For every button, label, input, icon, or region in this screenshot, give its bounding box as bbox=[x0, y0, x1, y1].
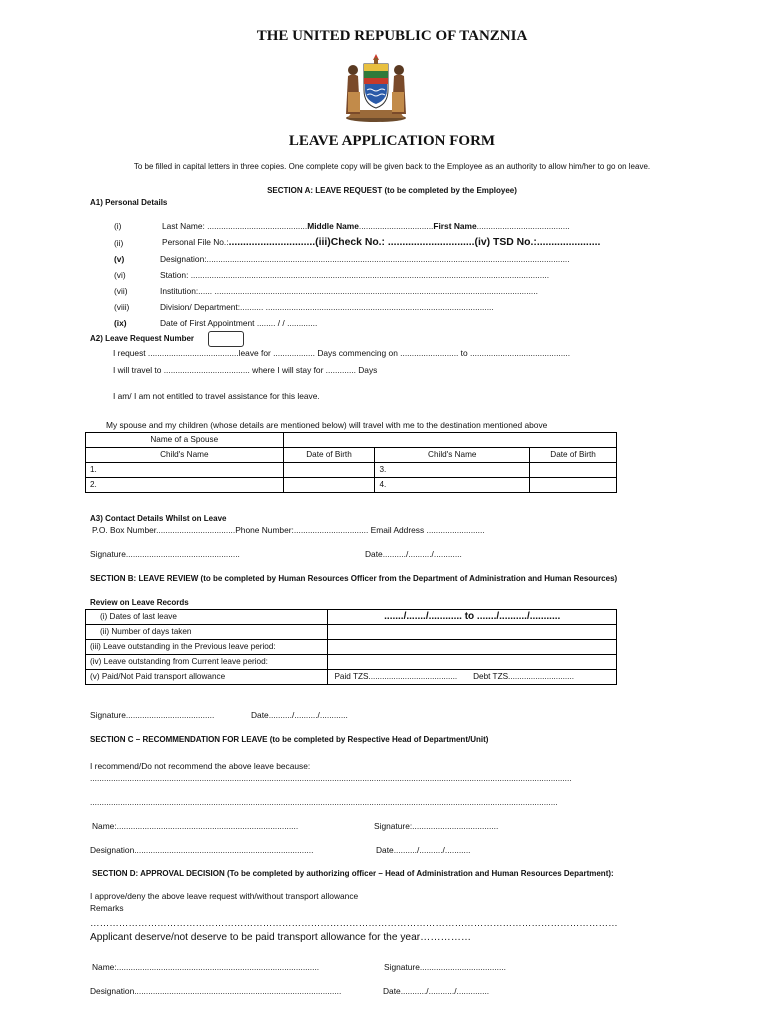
spouse-name-cell[interactable] bbox=[283, 433, 616, 448]
recommend-line: I recommend/Do not recommend the above leave because: bbox=[90, 761, 311, 771]
row-num: (vi) bbox=[114, 270, 126, 280]
entitled-line: I am/ I am not entitled to travel assistance for this leave. bbox=[113, 391, 320, 401]
section-c-title: SECTION C – RECOMMENDATION FOR LEAVE (to be completed by Respective Head of Department/Unit) bbox=[90, 735, 489, 744]
child-dob-cell[interactable] bbox=[530, 463, 617, 478]
last-name-field: Last Name: ........................................... bbox=[162, 221, 308, 231]
employee-signature[interactable]: Signature................................................. bbox=[90, 549, 240, 559]
officer-date[interactable]: Date.........../.........../.............. bbox=[383, 986, 490, 996]
station-field[interactable]: Station: .......................................................................................................................................................... bbox=[160, 270, 550, 280]
child-name-cell[interactable]: 1. bbox=[86, 463, 284, 478]
transport-allowance-cell[interactable] bbox=[328, 670, 617, 685]
middle-name-field: ................................ bbox=[358, 221, 434, 231]
table-row bbox=[86, 625, 617, 640]
file-check-tsd-line[interactable] bbox=[162, 237, 600, 249]
child-name-cell[interactable]: 2. bbox=[86, 478, 284, 493]
approve-line: I approve/deny the above leave request with/without transport allowance bbox=[90, 891, 359, 901]
hr-signature[interactable]: Signature...................................... bbox=[90, 710, 215, 720]
first-name-field: ........................................ bbox=[476, 221, 570, 231]
section-d-title: SECTION D: APPROVAL DECISION (To be completed by authorizing officer – Head of Administration and Human Resources Department): bbox=[92, 869, 614, 878]
child-dob-cell[interactable] bbox=[283, 463, 375, 478]
instructions-text: To be filled in capital letters in three copies. One complete copy will be given back to the Employee as an authority to allow him/her to go on leave. bbox=[133, 162, 651, 171]
country-title: THE UNITED REPUBLIC OF TANZNIA bbox=[256, 28, 528, 44]
row-num: (v) bbox=[114, 254, 125, 264]
designation-field[interactable]: Designation:............................................................................................................................................................ bbox=[160, 254, 570, 264]
table-row bbox=[86, 433, 617, 448]
first-name-label: First Name bbox=[433, 221, 477, 231]
child-dob-cell[interactable] bbox=[283, 478, 375, 493]
spouse-line: My spouse and my children (whose details are mentioned below) will travel with me to the destination mentioned above bbox=[106, 420, 548, 430]
recommend-reason-line-1[interactable]: ............................................................................................................................................................................................................... bbox=[90, 773, 572, 783]
review-label: (iii) Leave outstanding in the Previous leave period: bbox=[86, 640, 328, 655]
head-date[interactable]: Date........../........../........... bbox=[376, 845, 471, 855]
spouse-label: Name of a Spouse bbox=[86, 433, 284, 448]
officer-designation[interactable]: Designation......................................................................................... bbox=[90, 986, 342, 996]
section-b-title: SECTION B: LEAVE REVIEW (to be completed by Human Resources Officer from the Department of Administration and Human Resources) bbox=[90, 574, 618, 583]
employee-date[interactable]: Date........../........../............ bbox=[365, 549, 462, 559]
review-label: (iv) Leave outstanding from Current leave period: bbox=[86, 655, 328, 670]
recommend-reason-line-2[interactable]: ......................................................................................................................................................................................................... bbox=[90, 797, 558, 807]
review-label: (i) Dates of last leave bbox=[86, 610, 328, 625]
table-row bbox=[86, 640, 617, 655]
row-num: (vii) bbox=[114, 286, 128, 296]
name-line[interactable] bbox=[162, 222, 570, 232]
section-a-title: SECTION A: LEAVE REQUEST (to be completed by the Employee) bbox=[267, 186, 517, 195]
last-leave-dates-cell[interactable]: ......./......./............ to ......./........../........... bbox=[328, 610, 617, 625]
remarks-label: Remarks bbox=[90, 903, 124, 913]
table-row bbox=[86, 655, 617, 670]
coat-of-arms-icon bbox=[340, 52, 412, 124]
travel-line[interactable]: I will travel to ..................................... where I will stay for ............. Days bbox=[113, 365, 378, 375]
personal-file-label: Personal File No.: bbox=[162, 237, 229, 247]
hr-date[interactable]: Date........../........../............ bbox=[251, 710, 348, 720]
request-line[interactable]: I request .......................................leave for .................. Days commencing on ......................... to ........................................... bbox=[113, 348, 571, 358]
child-name-cell[interactable]: 3. bbox=[375, 463, 530, 478]
leave-request-number-box[interactable] bbox=[208, 331, 244, 347]
column-header: Child's Name bbox=[86, 448, 284, 463]
first-appointment-field[interactable]: Date of First Appointment ........ / / ............. bbox=[160, 318, 318, 328]
paid-tzs-field: Paid TZS....................................... bbox=[334, 672, 458, 681]
institution-field[interactable]: Institution:...... ........................................................................................................................................... bbox=[160, 286, 538, 296]
check-tsd-fields: ..............................(iii)Check No.: ..............................(iv) TSD No.:...................... bbox=[228, 237, 601, 248]
head-signature[interactable]: Signature:..................................... bbox=[374, 821, 499, 831]
row-num: (ix) bbox=[114, 318, 127, 328]
division-field[interactable]: Division/ Department:.......... .................................................................................................. bbox=[160, 302, 494, 312]
a3-title: A3) Contact Details Whilst on Leave bbox=[90, 514, 227, 523]
head-name[interactable]: Name:.............................................................................. bbox=[92, 821, 299, 831]
child-dob-cell[interactable] bbox=[530, 478, 617, 493]
column-header: Date of Birth bbox=[283, 448, 375, 463]
a1-title: A1) Personal Details bbox=[90, 198, 168, 207]
column-header: Date of Birth bbox=[530, 448, 617, 463]
table-row bbox=[86, 670, 617, 685]
child-name-cell[interactable]: 4. bbox=[375, 478, 530, 493]
row-num: (ii) bbox=[114, 238, 124, 248]
contact-line[interactable]: P.O. Box Number..................................Phone Number:................................ Email Address ......................... bbox=[92, 525, 485, 535]
officer-signature[interactable]: Signature..................................... bbox=[384, 962, 506, 972]
review-title: Review on Leave Records bbox=[90, 598, 189, 607]
a2-title: A2) Leave Request Number bbox=[90, 334, 195, 343]
table-row bbox=[86, 463, 617, 478]
table-row bbox=[86, 478, 617, 493]
form-title: LEAVE APPLICATION FORM bbox=[288, 133, 496, 149]
head-designation[interactable]: Designation............................................................................. bbox=[90, 845, 314, 855]
previous-outstanding-cell[interactable] bbox=[328, 640, 617, 655]
current-outstanding-cell[interactable] bbox=[328, 655, 617, 670]
row-num: (viii) bbox=[114, 302, 130, 312]
table-row bbox=[86, 448, 617, 463]
row-num: (i) bbox=[114, 221, 122, 231]
debt-tzs-field: Debt TZS............................. bbox=[473, 672, 574, 681]
review-label: (ii) Number of days taken bbox=[86, 625, 328, 640]
officer-name[interactable]: Name:....................................................................................... bbox=[92, 962, 320, 972]
review-label: (v) Paid/Not Paid transport allowance bbox=[86, 670, 328, 685]
family-table bbox=[85, 432, 617, 493]
middle-name-label: Middle Name bbox=[307, 221, 359, 231]
column-header: Child's Name bbox=[375, 448, 530, 463]
leave-review-table bbox=[85, 609, 617, 685]
days-taken-cell[interactable] bbox=[328, 625, 617, 640]
remarks-line[interactable]: ………………………………………………………………………………………………………………………………………………… bbox=[90, 918, 618, 929]
table-row bbox=[86, 610, 617, 625]
deserve-line[interactable]: Applicant deserve/not deserve to be paid transport allowance for the year…………… bbox=[90, 932, 472, 943]
